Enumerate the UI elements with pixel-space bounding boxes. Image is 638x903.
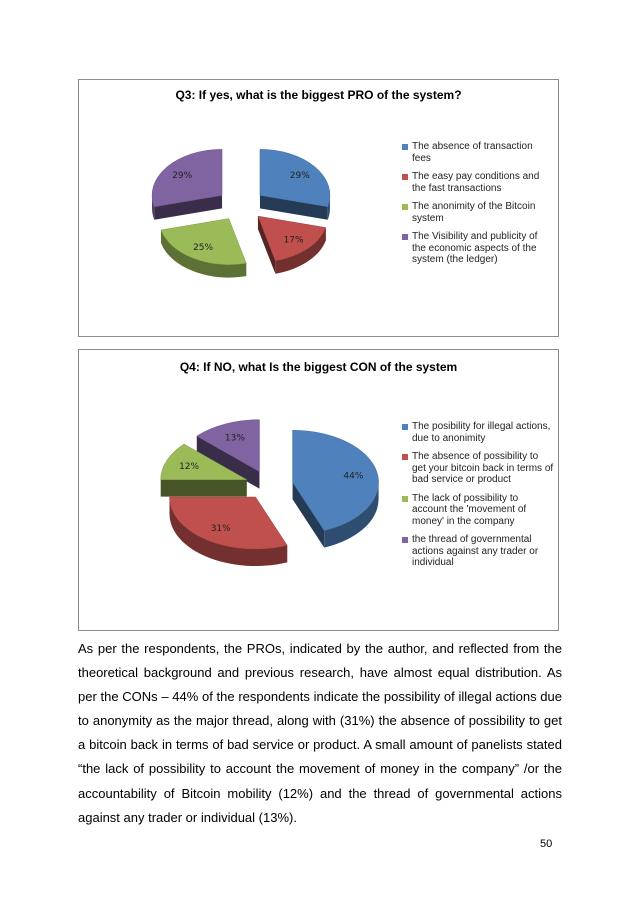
legend-swatch [402,454,408,460]
legend-q3 [402,141,554,273]
legend-swatch [402,174,408,180]
pie-chart-q4 [79,350,399,630]
legend-item [402,534,554,569]
legend-label: The anonimity of the Bitcoin system [412,201,536,224]
legend-swatch [402,424,408,430]
chart-q4 [78,349,559,631]
legend-swatch [402,234,408,240]
legend-q4 [402,421,554,576]
data-label-2: 31% [210,524,231,534]
legend-label: The absence of transaction fees [412,141,533,164]
page-number: 50 [540,838,553,850]
legend-swatch [402,204,408,210]
legend-swatch [402,144,408,150]
chart-title-q4: Q4: If NO, what Is the biggest CON of the system [179,360,458,374]
data-label-2: 17% [283,235,304,246]
chart-q3 [78,79,559,337]
legend-label: The posibility for illegal actions, due to anonimity [412,421,551,444]
chart-title-q3: Q3: If yes, what is the biggest PRO of the system? [175,88,462,102]
legend-item [402,493,554,528]
legend-label: The absence of possibility to get your bitcoin back in terms of bad service or product [412,451,554,485]
legend-swatch [402,537,408,543]
data-label-1: 29% [289,171,310,181]
legend-swatch [402,496,408,502]
legend-label: The lack of possibility to account the 'movement of money' in the company [412,492,527,527]
legend-item [402,201,554,224]
legend-label: The easy pay conditions and the fast transactions [412,171,540,194]
legend-label: the thread of governmental actions against any trader or individual [412,534,539,568]
pie-chart-q3 [79,80,399,336]
legend-item [402,451,554,486]
legend-item [402,141,554,164]
legend-item [402,171,554,194]
legend-item [402,421,554,444]
data-label-4: 29% [172,171,193,181]
body-paragraph: As per the respondents, the PROs, indicated by the author, and reflected from the theoretical background and previous research, have almost equal distribution. As per the CONs – 44% of the respondents indicate the possibility of illegal actions due to anonymity as the major thread, along with (31%) the absence of possibility to get a bitcoin back in terms of bad service or product. A small amount of panelists stated “the lack of possibility to account the movement of money in the company” /or the accountability of Bitcoin mobility (12%) and the thread of governmental actions against any trader or individual (13%). [78,641,562,825]
legend-label: The Visibility and publicity of the economic aspects of the system (the ledger) [412,231,538,265]
data-label-3: 25% [193,243,214,254]
data-label-1: 44% [343,471,364,482]
data-label-3: 12% [179,461,200,472]
legend-item [402,231,554,266]
data-label-4: 13% [224,433,245,444]
